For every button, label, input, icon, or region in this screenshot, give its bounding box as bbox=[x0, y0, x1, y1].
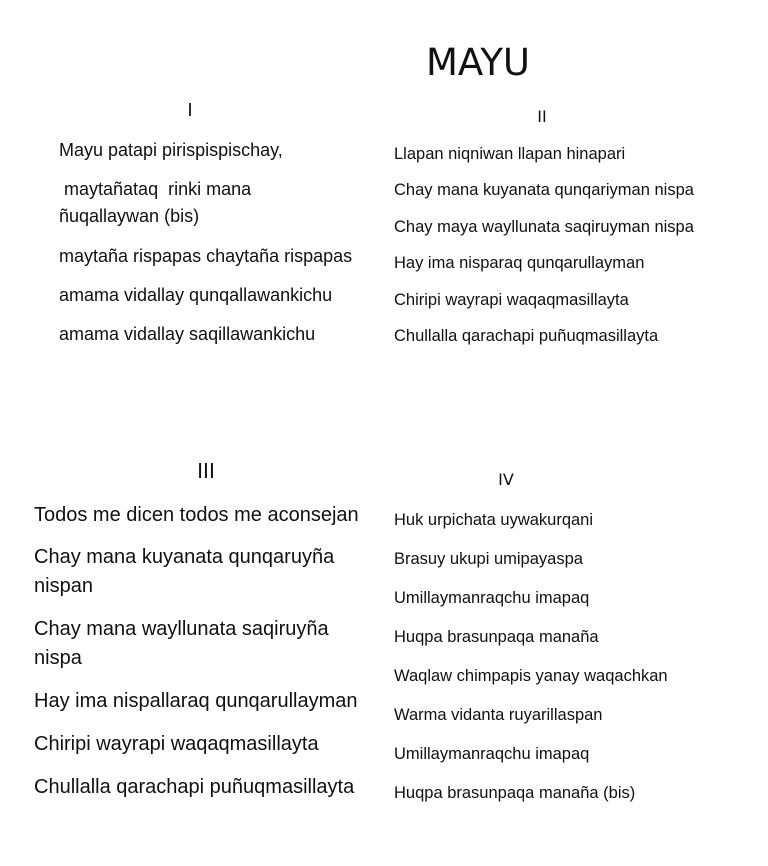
stanza-number-3: III bbox=[197, 459, 215, 483]
verse-line: Huqpa brasunpaqa manaña bbox=[394, 628, 599, 646]
verse-line: Chullalla qarachapi puñuqmasillayta bbox=[394, 327, 659, 345]
verse-line: Brasuy ukupi umipayaspa bbox=[394, 550, 583, 568]
verse-line: Huk urpichata uywakurqani bbox=[394, 511, 594, 529]
verse-line: Chullalla qarachapi puñuqmasillayta bbox=[34, 776, 355, 798]
verse-line: Mayu patapi pirispispischay, bbox=[59, 140, 283, 160]
verse-line: Waqlaw chimpapis yanay waqachkan bbox=[394, 667, 668, 685]
stanza-number-1: I bbox=[187, 100, 193, 121]
stanza-number-2: II bbox=[537, 107, 547, 126]
document-title: MAYU bbox=[425, 41, 531, 84]
verse-line: Umillaymanraqchu imapaq bbox=[394, 745, 590, 763]
verse-line: amama vidallay qunqallawankichu bbox=[59, 285, 333, 305]
verse-line: Huqpa brasunpaqa manaña (bis) bbox=[394, 784, 636, 802]
verse-line: Hay ima nisparaq qunqarullayman bbox=[394, 254, 645, 272]
verse-line: maytaña rispapas chaytaña rispapas bbox=[59, 246, 353, 266]
verse-line: Chay mana wayllunata saqiruyña nispa bbox=[34, 618, 329, 669]
verse-line: amama vidallay saqillawankichu bbox=[59, 324, 316, 344]
verse-line: Warma vidanta ruyarillaspan bbox=[394, 706, 603, 724]
verse-line: Chay maya wayllunata saqiruyman nispa bbox=[394, 218, 694, 236]
verse-line: Todos me dicen todos me aconsejan bbox=[34, 504, 359, 526]
verse-line: Chiripi wayrapi waqaqmasillayta bbox=[34, 733, 319, 755]
stanza-number-4: IV bbox=[498, 470, 514, 489]
verse-line: Llapan niqniwan llapan hinapari bbox=[394, 145, 626, 163]
verse-line: Chay mana kuyanata qunqaruyña nispan bbox=[34, 546, 335, 597]
verse-line: Chiripi wayrapi waqaqmasillayta bbox=[394, 291, 629, 309]
verse-line: Umillaymanraqchu imapaq bbox=[394, 589, 590, 607]
verse-line: maytañataq rinki mana ñuqallaywan (bis) bbox=[59, 179, 257, 226]
verse-line: Chay mana kuyanata qunqariyman nispa bbox=[394, 181, 694, 199]
verse-line: Hay ima nispallaraq qunqarullayman bbox=[34, 690, 358, 712]
